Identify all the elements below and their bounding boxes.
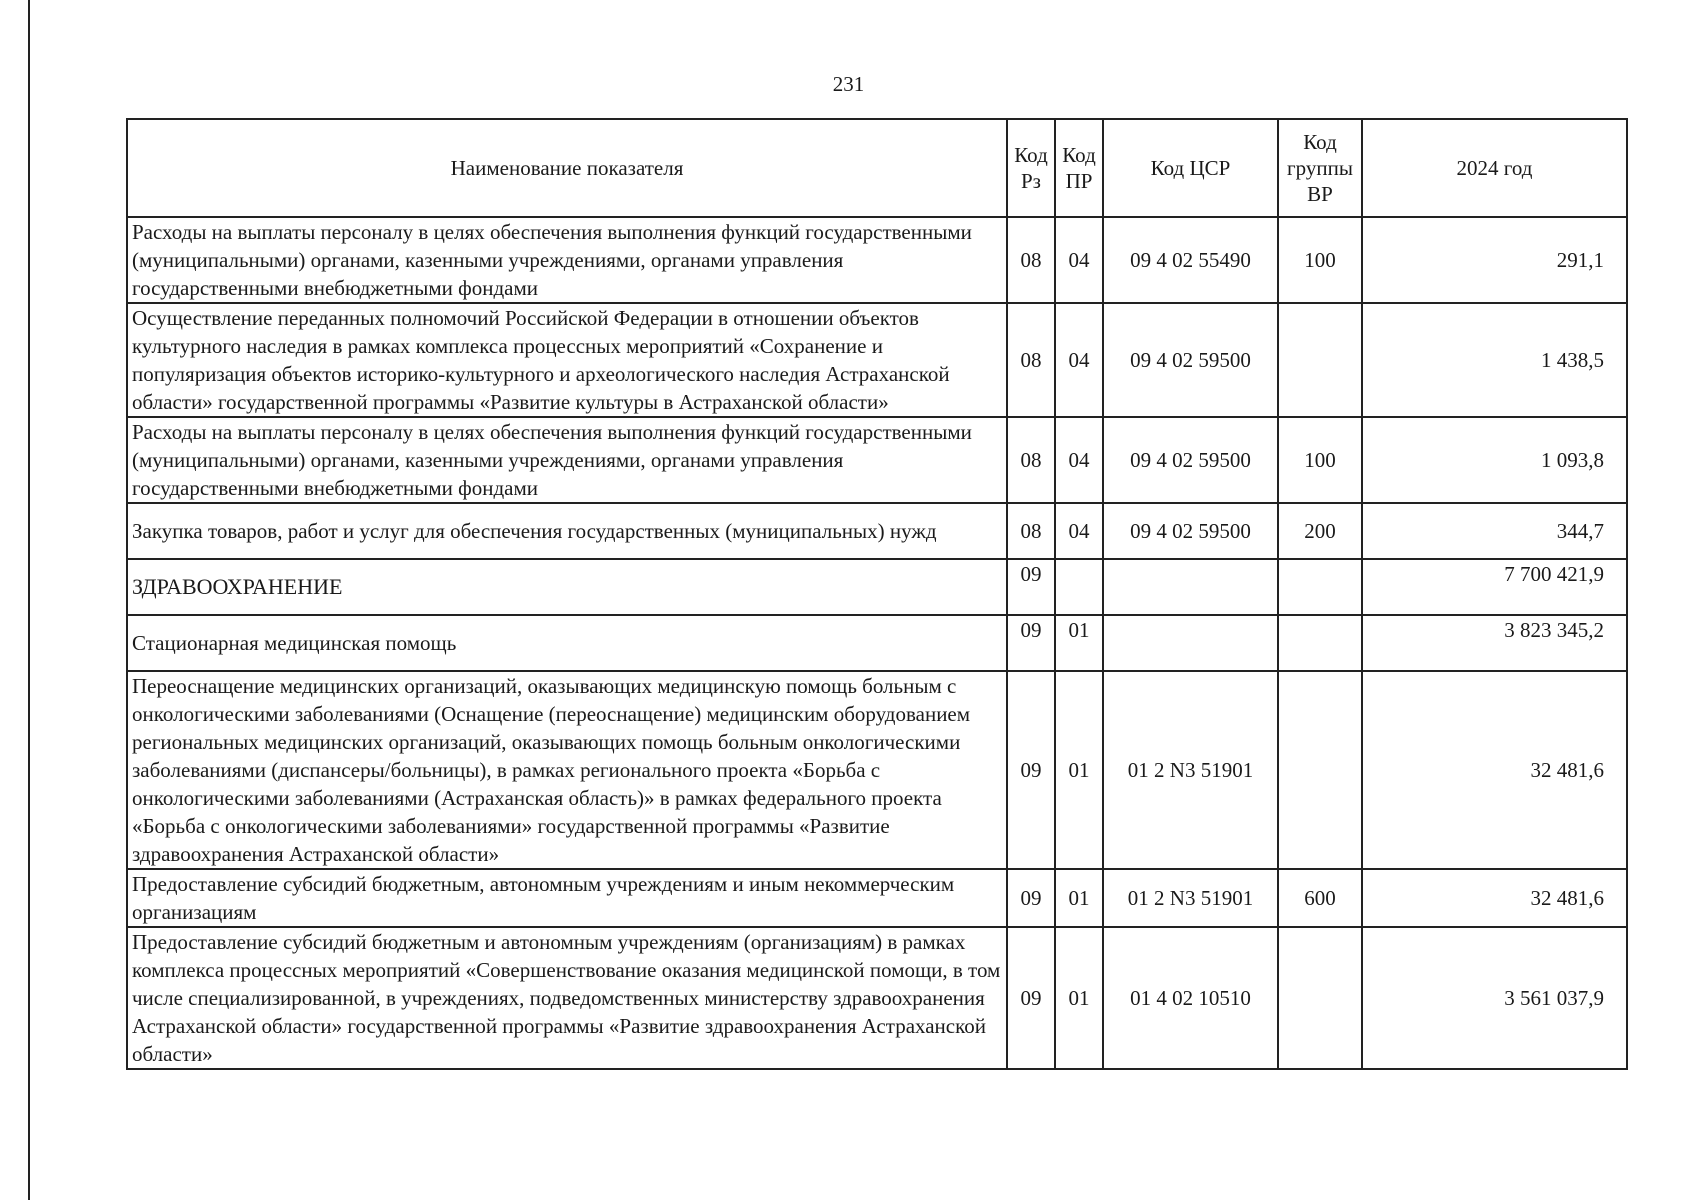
budget-table <box>126 118 1628 1070</box>
row-value: 3 823 345,2 <box>1362 615 1627 671</box>
header-name: Наименование показателя <box>127 119 1007 217</box>
row-value: 32 481,6 <box>1362 671 1627 869</box>
budget-table-container <box>126 118 1626 1070</box>
row-csr <box>1103 559 1278 615</box>
row-vr <box>1278 671 1362 869</box>
row-value: 1 093,8 <box>1362 417 1627 503</box>
row-pr: 01 <box>1055 927 1103 1069</box>
row-pr: 01 <box>1055 671 1103 869</box>
row-csr <box>1103 615 1278 671</box>
row-value: 344,7 <box>1362 503 1627 559</box>
row-name: Стационарная медицинская помощь <box>127 615 1007 671</box>
row-rz: 08 <box>1007 303 1055 417</box>
table-header-row <box>127 119 1627 217</box>
row-pr: 04 <box>1055 503 1103 559</box>
row-pr: 01 <box>1055 869 1103 927</box>
row-name: Осуществление переданных полномочий Российской Федерации в отношении объектов культурного наследия в рамках комплекса процессных мероприятий «Сохранение и популяризация объектов историко-культурного и археологического наследия Астраханской области» государственной программы «Развитие культуры в Астраханской области» <box>127 303 1007 417</box>
row-csr: 09 4 02 59500 <box>1103 303 1278 417</box>
row-value: 32 481,6 <box>1362 869 1627 927</box>
table-row-section <box>127 559 1627 615</box>
table-row <box>127 417 1627 503</box>
row-value: 1 438,5 <box>1362 303 1627 417</box>
row-value: 7 700 421,9 <box>1362 559 1627 615</box>
table-row <box>127 217 1627 303</box>
row-name: Предоставление субсидий бюджетным и автономным учреждениям (организациям) в рамках комплекса процессных мероприятий «Совершенствование оказания медицинской помощи, в том числе специализированной, в учреждениях, подведомственных министерству здравоохранения Астраханской области» государственной программы «Развитие здравоохранения Астраханской области» <box>127 927 1007 1069</box>
row-value: 3 561 037,9 <box>1362 927 1627 1069</box>
page-binding-line <box>28 0 30 1200</box>
table-row <box>127 927 1627 1069</box>
row-vr: 600 <box>1278 869 1362 927</box>
header-rz: Код Рз <box>1007 119 1055 217</box>
row-vr <box>1278 303 1362 417</box>
row-name: ЗДРАВООХРАНЕНИЕ <box>127 559 1007 615</box>
row-pr: 04 <box>1055 217 1103 303</box>
row-pr: 04 <box>1055 417 1103 503</box>
row-rz: 09 <box>1007 559 1055 615</box>
table-row <box>127 503 1627 559</box>
table-row <box>127 303 1627 417</box>
row-vr: 100 <box>1278 217 1362 303</box>
row-vr <box>1278 615 1362 671</box>
row-value: 291,1 <box>1362 217 1627 303</box>
row-csr: 01 2 N3 51901 <box>1103 869 1278 927</box>
row-csr: 01 2 N3 51901 <box>1103 671 1278 869</box>
row-rz: 09 <box>1007 615 1055 671</box>
header-csr: Код ЦСР <box>1103 119 1278 217</box>
header-vr: Код группы ВР <box>1278 119 1362 217</box>
row-rz: 09 <box>1007 927 1055 1069</box>
row-rz: 09 <box>1007 869 1055 927</box>
row-name: Предоставление субсидий бюджетным, автономным учреждениям и иным некоммерческим организациям <box>127 869 1007 927</box>
row-name: Расходы на выплаты персоналу в целях обеспечения выполнения функций государственными (муниципальными) органами, казенными учреждениями, органами управления государственными внебюджетными фондами <box>127 217 1007 303</box>
table-row <box>127 869 1627 927</box>
row-csr: 09 4 02 55490 <box>1103 217 1278 303</box>
row-rz: 08 <box>1007 417 1055 503</box>
row-name: Переоснащение медицинских организаций, оказывающих медицинскую помощь больным с онкологическими заболеваниями (Оснащение (переоснащение) медицинским оборудованием региональных медицинских организаций, оказывающих помощь больным онкологическими заболеваниями (диспансеры/больницы), в рамках регионального проекта «Борьба с онкологическими заболеваниями (Астраханская область)» в рамках федерального проекта «Борьба с онкологическими заболеваниями» государственной программы «Развитие здравоохранения Астраханской области» <box>127 671 1007 869</box>
row-rz: 08 <box>1007 503 1055 559</box>
row-csr: 09 4 02 59500 <box>1103 417 1278 503</box>
row-rz: 08 <box>1007 217 1055 303</box>
table-row <box>127 671 1627 869</box>
row-vr: 200 <box>1278 503 1362 559</box>
row-name: Закупка товаров, работ и услуг для обеспечения государственных (муниципальных) нужд <box>127 503 1007 559</box>
row-vr <box>1278 559 1362 615</box>
row-csr: 09 4 02 59500 <box>1103 503 1278 559</box>
row-pr: 04 <box>1055 303 1103 417</box>
row-pr: 01 <box>1055 615 1103 671</box>
header-year: 2024 год <box>1362 119 1627 217</box>
table-row <box>127 615 1627 671</box>
row-rz: 09 <box>1007 671 1055 869</box>
page-number: 231 <box>832 72 865 96</box>
row-pr <box>1055 559 1103 615</box>
row-vr: 100 <box>1278 417 1362 503</box>
header-pr: Код ПР <box>1055 119 1103 217</box>
row-vr <box>1278 927 1362 1069</box>
row-name: Расходы на выплаты персоналу в целях обеспечения выполнения функций государственными (муниципальными) органами, казенными учреждениями, органами управления государственными внебюджетными фондами <box>127 417 1007 503</box>
row-csr: 01 4 02 10510 <box>1103 927 1278 1069</box>
